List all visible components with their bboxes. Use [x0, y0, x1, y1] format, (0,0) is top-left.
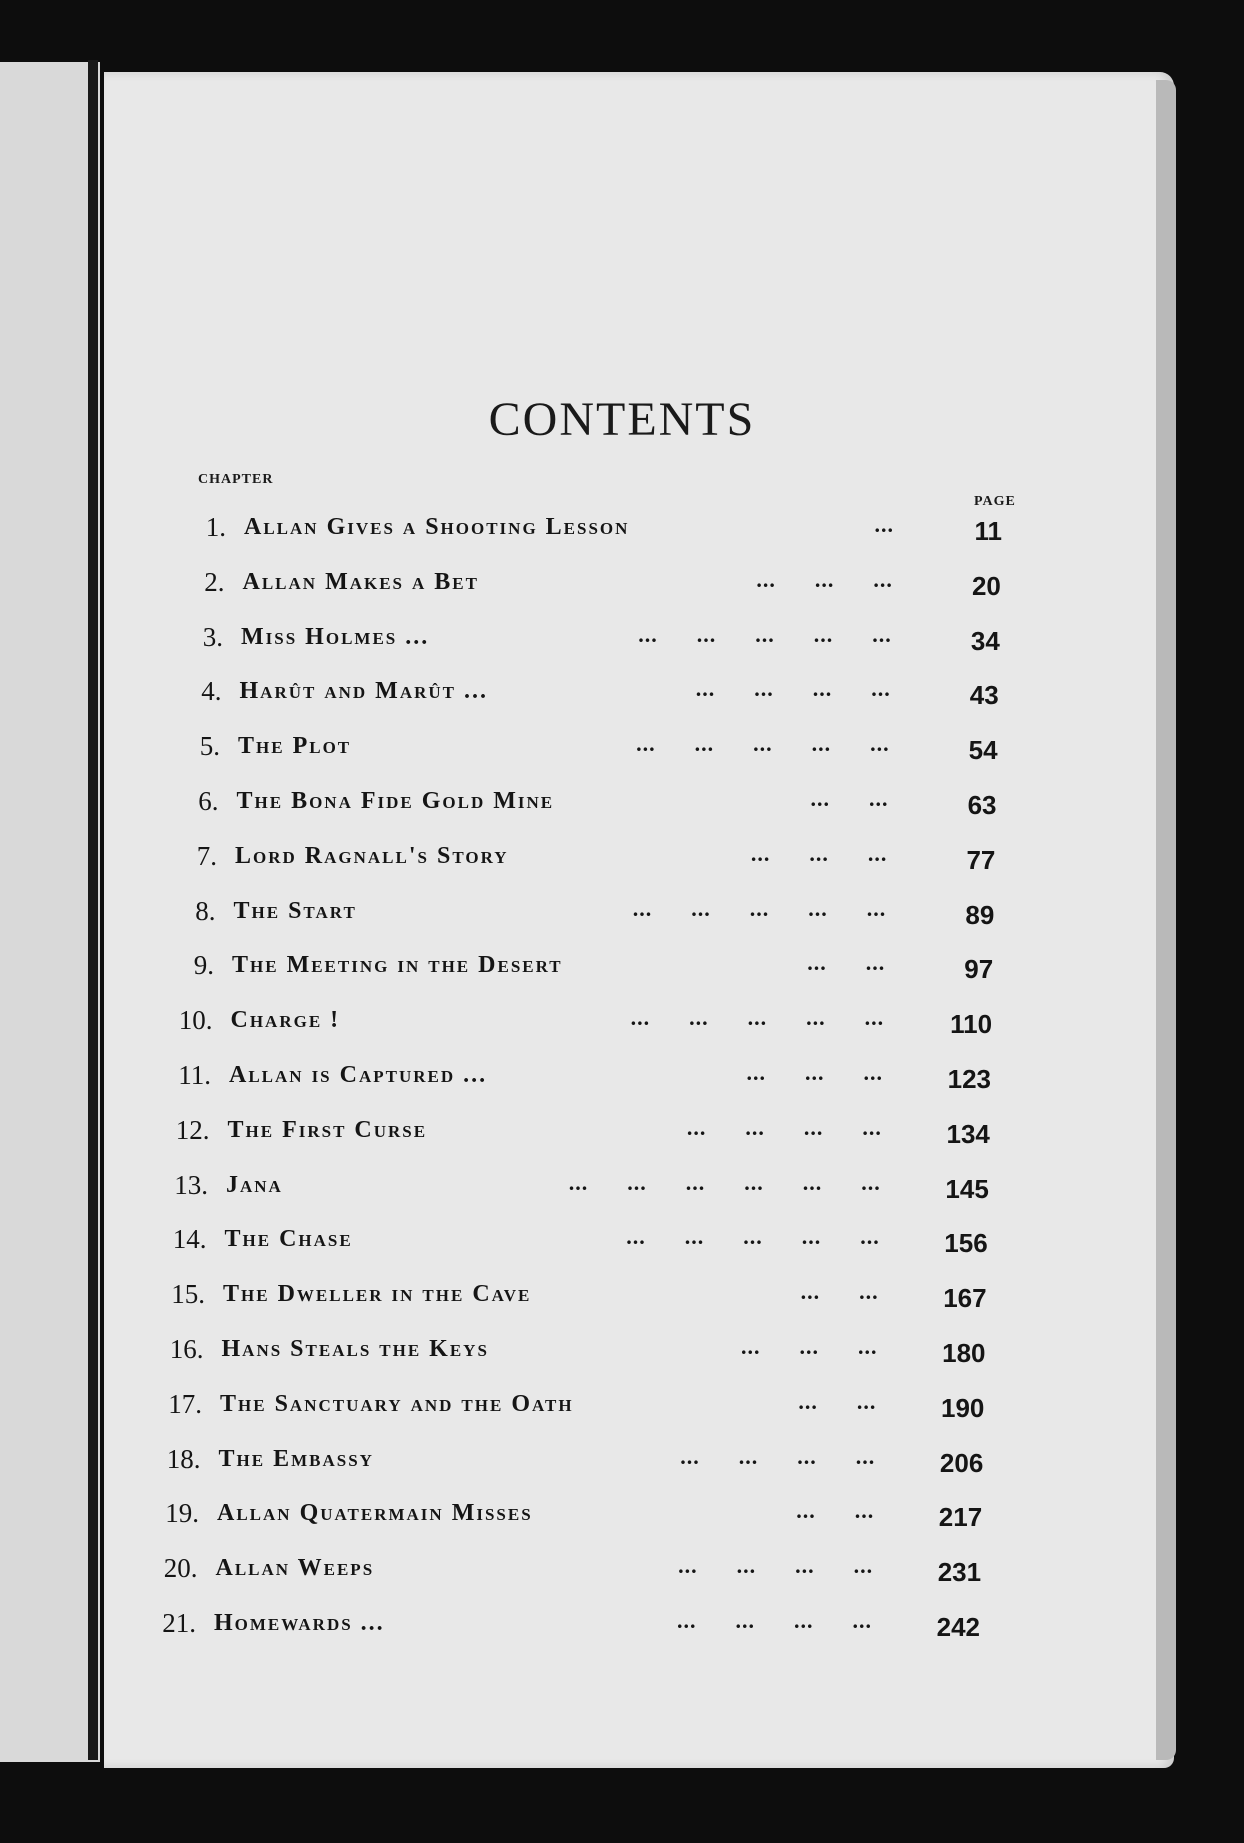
- page-number: 54: [968, 735, 998, 766]
- page-number: 145: [945, 1173, 989, 1204]
- chapter-title: The Embassy: [218, 1445, 374, 1472]
- chapter-title: Jana: [226, 1171, 283, 1198]
- page-number: 242: [936, 1612, 980, 1642]
- page-title: CONTENTS: [488, 393, 756, 446]
- table-row: [160, 896, 1025, 936]
- page-number: 63: [967, 790, 997, 820]
- table-row: [158, 950, 1023, 990]
- page-number: 156: [944, 1228, 988, 1259]
- dot-leader: ... ... ... ... ... ...: [568, 1169, 881, 1195]
- chapter-number: 16.: [169, 1334, 204, 1364]
- chapter-title: Harût and Marût ...: [239, 678, 488, 705]
- chapter-number: 13.: [174, 1169, 208, 1200]
- chapter-title: Allan Quatermain Misses: [217, 1500, 533, 1527]
- page-number: 110: [950, 1009, 993, 1040]
- page-number: 77: [966, 844, 996, 875]
- dot-leader: ... ... ... ...: [678, 1553, 874, 1579]
- dot-leader: ... ...: [798, 1388, 877, 1414]
- chapter-title: Allan is Captured ...: [229, 1062, 488, 1088]
- dot-leader: ... ... ... ...: [695, 676, 891, 702]
- table-row: [146, 1389, 1014, 1429]
- table-row: [152, 1170, 1019, 1210]
- dot-leader: ... ... ... ...: [686, 1114, 882, 1140]
- chapter-title: The Chase: [224, 1226, 353, 1253]
- page-edge-shadow: [1156, 80, 1176, 1760]
- table-row: [143, 1498, 1012, 1538]
- chapter-title: The First Curse: [227, 1116, 428, 1143]
- dot-leader: ... ... ... ... ...: [632, 895, 887, 921]
- table-row: [167, 622, 1030, 662]
- dot-leader: ... ... ... ... ...: [636, 731, 890, 757]
- chapter-number: 3.: [202, 621, 223, 652]
- chapter-title: The Meeting in the Desert: [232, 952, 563, 979]
- chapter-title: The Bona Fide Gold Mine: [236, 788, 555, 814]
- table-row: [170, 512, 1032, 552]
- dot-leader: ... ... ... ...: [677, 1608, 872, 1633]
- dot-leader: ... ... ...: [756, 566, 893, 592]
- chapter-title: Charge !: [230, 1007, 341, 1034]
- page-number: 167: [943, 1283, 987, 1314]
- page-number: 34: [970, 625, 1000, 656]
- chapter-number: 12.: [175, 1114, 210, 1145]
- chapter-title: Allan Makes a Bet: [242, 568, 479, 595]
- chapter-number: 4.: [201, 676, 222, 707]
- dot-leader: ... ... ...: [750, 840, 888, 866]
- table-row: [166, 676, 1029, 716]
- page-number: 11: [974, 516, 1002, 546]
- chapter-title: The Start: [233, 897, 357, 924]
- dot-leader: ... ... ... ...: [680, 1443, 876, 1469]
- dot-leader: ... ... ...: [741, 1334, 878, 1359]
- chapter-number: 10.: [178, 1005, 213, 1036]
- table-row: [149, 1279, 1017, 1319]
- chapter-title: Lord Ragnall's Story: [235, 842, 509, 869]
- chapter-title: The Sanctuary and the Oath: [220, 1390, 574, 1417]
- facing-page-strip: [0, 62, 100, 1762]
- page-number: 20: [971, 570, 1001, 601]
- dot-leader: ... ... ... ... ...: [626, 1224, 880, 1250]
- chapter-number: 1.: [205, 512, 226, 542]
- dot-leader: ...: [874, 512, 894, 537]
- dot-leader: ... ... ... ... ...: [638, 621, 892, 647]
- chapter-title: The Dweller in the Cave: [223, 1281, 532, 1308]
- chapter-number: 18.: [166, 1443, 201, 1474]
- chapter-title: Miss Holmes ...: [241, 623, 430, 650]
- page-number: 180: [942, 1338, 986, 1368]
- page-number: 190: [941, 1392, 985, 1423]
- chapter-title: The Plot: [238, 733, 352, 760]
- chapter-number: 5.: [199, 731, 220, 762]
- table-row: [163, 786, 1027, 826]
- chapter-number: 20.: [163, 1553, 198, 1584]
- chapter-number: 7.: [196, 840, 217, 871]
- table-row: [142, 1553, 1012, 1593]
- table-row: [157, 1005, 1023, 1045]
- chapter-title: Hans Steals the Keys: [221, 1336, 489, 1362]
- dot-leader: ... ...: [810, 786, 889, 811]
- chapter-number: 17.: [168, 1388, 202, 1419]
- page-column-label: PAGE: [974, 494, 1016, 509]
- page-number: 217: [938, 1502, 983, 1533]
- table-row: [154, 1115, 1020, 1155]
- table-row: [145, 1444, 1014, 1484]
- chapter-title: Allan Weeps: [215, 1555, 375, 1582]
- dot-leader: ... ...: [807, 950, 886, 976]
- chapter-number: 21.: [162, 1608, 196, 1638]
- page-number: 123: [947, 1064, 991, 1094]
- page-number: 231: [937, 1557, 982, 1588]
- page-number: 134: [946, 1118, 990, 1149]
- page-number: 97: [964, 954, 994, 985]
- chapter-number: 14.: [172, 1224, 207, 1255]
- chapter-number: 8.: [195, 895, 216, 926]
- chapter-number: 9.: [193, 950, 214, 981]
- chapter-title: Allan Gives a Shooting Lesson: [244, 514, 630, 540]
- chapter-number: 11.: [178, 1060, 211, 1090]
- table-row: [151, 1224, 1018, 1264]
- chapter-number: 19.: [165, 1498, 199, 1529]
- dot-leader: ... ... ... ... ...: [630, 1005, 885, 1031]
- table-row: [161, 841, 1025, 881]
- dot-leader: ... ... ...: [746, 1060, 883, 1085]
- page-number: 206: [939, 1447, 984, 1478]
- chapter-number: 2.: [204, 566, 225, 597]
- page-number: 89: [965, 899, 995, 930]
- dot-leader: ... ...: [800, 1279, 879, 1305]
- table-row: [155, 1060, 1021, 1100]
- chapter-number: 15.: [171, 1279, 205, 1310]
- chapter-number: 6.: [198, 786, 219, 816]
- chapter-title: Homewards ...: [214, 1610, 385, 1636]
- page-number: 43: [969, 680, 999, 711]
- chapter-column-label: CHAPTER: [198, 472, 274, 487]
- table-row: [164, 731, 1028, 771]
- table-row: [140, 1608, 1010, 1648]
- table-row: [148, 1334, 1016, 1374]
- dot-leader: ... ...: [796, 1498, 875, 1524]
- page-gutter-shadow: [88, 60, 98, 1760]
- table-row: [169, 567, 1031, 607]
